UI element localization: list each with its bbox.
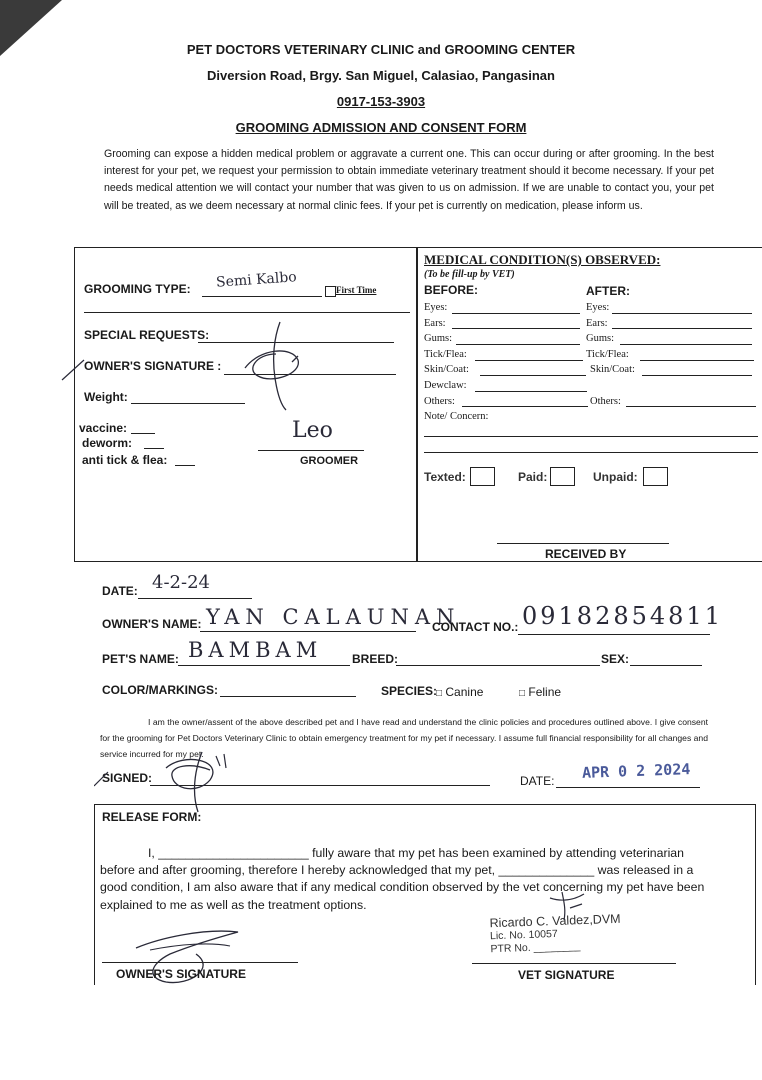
before-item: Ears: [424,317,446,329]
vet-initials-scribble [540,888,600,928]
breed-label: BREED: [352,652,399,666]
after-item: Others: [590,395,621,407]
owner-signature-label: OWNER'S SIGNATURE : [84,359,222,373]
after-list [586,300,635,409]
species-option-canine[interactable] [436,685,483,699]
weight-label: Weight: [84,390,128,404]
signed-label: SIGNED: [102,771,153,785]
grooming-type-value: Semi Kalbo [215,269,298,291]
clinic-address: Diversion Road, Brgy. San Miguel, Calasiao, Pangasinan [207,68,555,83]
paid-label: Paid: [518,470,548,484]
paid-checkbox[interactable] [550,467,575,486]
vet-license: Lic. No. 10057 [489,927,558,943]
sex-label: SEX: [601,652,630,666]
grooming-type-label: GROOMING TYPE: [84,282,191,296]
contact-label: CONTACT NO.: [432,620,519,634]
date-stamp: APR 0 2 2024 [581,760,691,782]
texted-label: Texted: [424,470,466,484]
release-line: good condition, I am also aware that if any medical condition observed by the vet concerning my pet have been [100,880,705,895]
consent-paragraph: I am the owner/assent of the above described pet and I have read and understand the clinic policies and procedures outlined above. I give consent for the grooming for Pet Doctors Veterinary Clinic to obtain emergency treatment for my pet if necessary. I assume full financial responsibility for all changes and service incurred for my pet. [100,717,708,759]
note-label: Note/ Concern: [424,411,489,423]
before-item: Skin/Coat: [424,364,469,376]
owner-signature-release-label: OWNER'S SIGNATURE [116,967,246,981]
release-line: explained to me as well as the treatment options. [100,897,367,912]
groomer-label: GROOMER [300,455,359,467]
before-item: Gums: [424,333,453,345]
medical-subtitle: (To be fill-up by VET) [424,269,515,280]
date-label: DATE: [102,584,138,598]
vet-signature-label: VET SIGNATURE [518,968,615,982]
release-line: before and after grooming, therefore I hereby acknowledged that my pet, ______________ was released in a [100,863,694,878]
date-value: 4-2-24 [152,572,210,593]
species-label: SPECIES: [381,684,438,698]
texted-checkbox[interactable] [470,467,495,486]
unpaid-label: Unpaid: [593,470,638,484]
form-title: GROOMING ADMISSION AND CONSENT FORM [235,120,527,135]
color-markings-label: COLOR/MARKINGS: [102,683,218,697]
checkbox-icon: □ [519,688,526,699]
pet-name-value: BAMBAM [188,638,323,662]
before-item: Others: [424,395,455,407]
medical-title: MEDICAL CONDITION(S) OBSERVED: [424,252,661,267]
owner-name-label: OWNER'S NAME: [102,617,202,631]
release-line: I, ______________________ fully aware that my pet has been examined by attending veterinarian [148,846,684,860]
contact-value: 09182854811 [522,602,723,630]
vet-ptr: PTR No. ________ [490,940,581,956]
first-time-label: First Time [336,285,377,295]
vaccine-label: vaccine: [79,421,128,435]
special-requests-label: SPECIAL REQUESTS: [84,328,210,342]
after-item [586,378,635,394]
after-item: Ears: [586,317,608,329]
received-by-label: RECEIVED BY [545,547,627,561]
clinic-name: PET DOCTORS VETERINARY CLINIC and GROOMING CENTER [186,42,576,57]
release-paragraph [100,845,752,914]
after-item: Tick/Flea: [586,348,629,360]
release-title: RELEASE FORM: [102,810,202,824]
after-item: Eyes: [586,302,610,313]
after-item: Gums: [586,333,615,345]
intro-paragraph: Grooming can expose a hidden medical problem or aggravate a current one. This can occur during or after grooming. In the best interest for your pet, we request your permission to obtain immediate veterinary treatment should it become necessary. If your pet needs medical attention we will contact your number that was given to us on admission. If we are unable to contact you, your pet will be treated, as we deem necessary at normal clinic fees. If your pet is currently on medication, please inform us. [104,148,714,212]
groomer-signature: Leo [292,418,333,443]
clinic-phone: 0917-153-3903 [336,94,426,109]
pet-name-label: PET'S NAME: [102,652,179,666]
owner-name-value: YAN CALAUNAN [206,605,461,629]
checkbox-icon: □ [436,688,443,699]
deworm-label: deworm: [82,436,133,450]
signed-date-label: DATE: [520,774,555,788]
vet-name: Ricardo C. Valdez,DVM [489,911,621,931]
before-item: Dewclaw: [424,379,467,391]
after-item: Skin/Coat: [590,364,635,376]
before-label: BEFORE: [424,283,478,297]
species-option-feline[interactable] [519,685,561,699]
after-label: AFTER: [586,284,630,298]
before-item: Eyes: [424,302,448,313]
anti-tick-label: anti tick & flea: [82,453,168,467]
unpaid-checkbox[interactable] [643,467,668,486]
before-item: Tick/Flea: [424,348,467,360]
first-time-checkbox[interactable] [325,286,336,297]
species-option-label: Canine [445,685,484,699]
species-option-label: Feline [528,685,562,699]
